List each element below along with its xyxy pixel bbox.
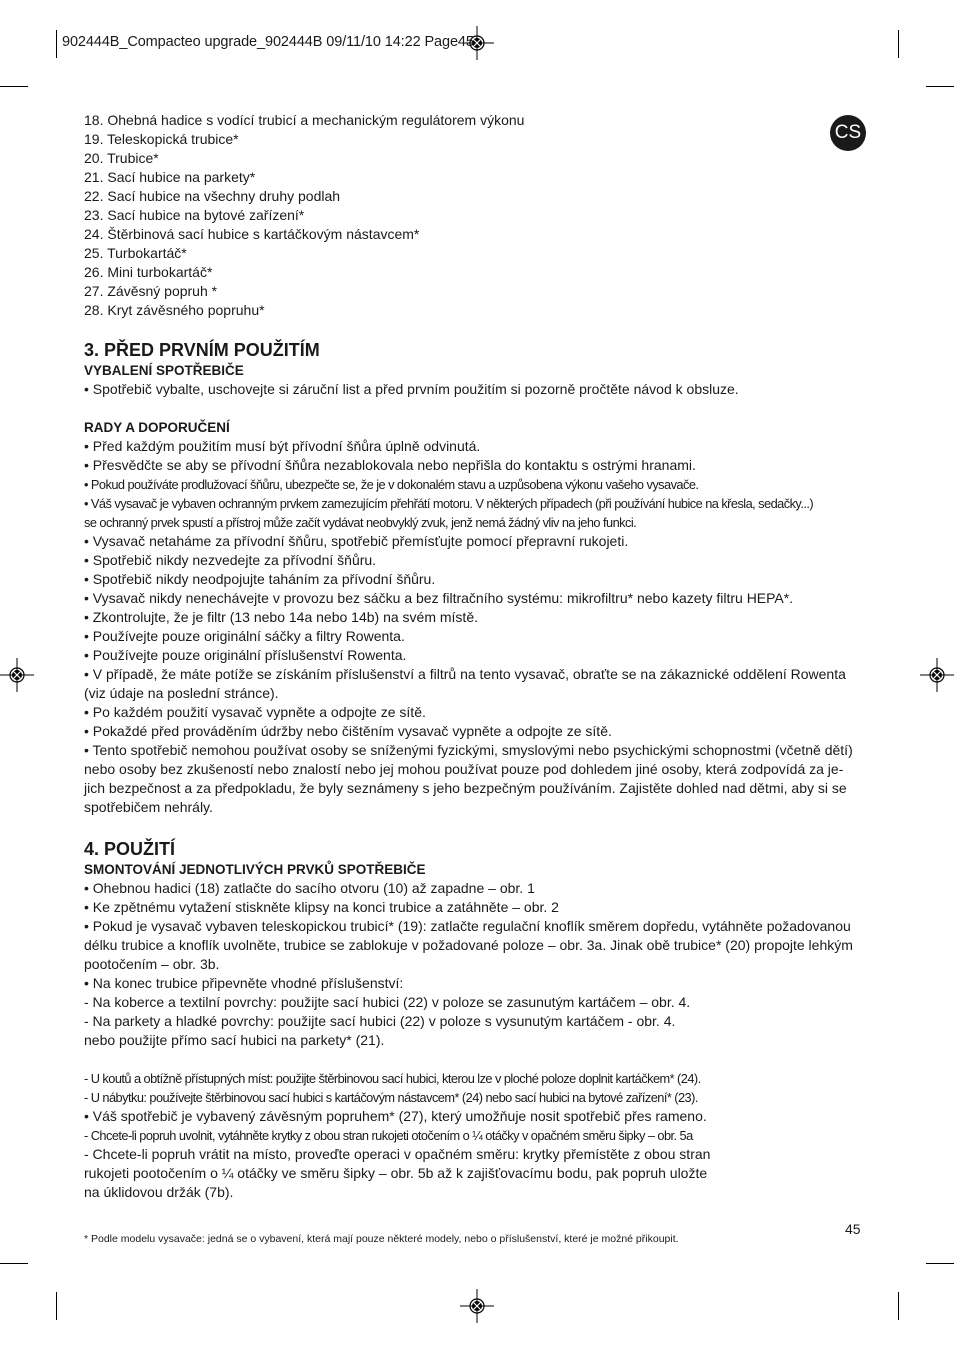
bullet-line: (viz údaje na poslední stránce).	[84, 685, 279, 701]
bullet-line: na úklidovou držák (7b).	[84, 1184, 234, 1200]
bullet-line: • Přesvědčte se aby se přívodní šňůra nezablokovala nebo nepřišla do kontaktu s ostrými hranami.	[84, 457, 696, 473]
bullet-line: • Vysavač nikdy nenechávejte v provozu bez sáčku a bez filtračního systému: mikrofiltru* nebo kazety filtru HEPA*.	[84, 590, 794, 606]
bullet-line: • Spotřebič nikdy neodpojujte taháním za přívodní šňůru.	[84, 571, 436, 587]
list-item: 18. Ohebná hadice s vodící trubicí a mechanickým regulátorem výkonu	[84, 112, 525, 128]
list-item: 20. Trubice*	[84, 150, 159, 166]
list-item: 22. Sací hubice na všechny druhy podlah	[84, 188, 341, 204]
bullet-line: spotřebičem nehrály.	[84, 799, 213, 815]
crop-mark	[898, 1292, 899, 1320]
list-item: 23. Sací hubice na bytové zařízení*	[84, 207, 305, 223]
registration-mark-icon	[920, 658, 954, 692]
bullet-line: se ochranný prvek spustí a přístroj může začít vydávat neobvyklý zvuk, jenž nemá žádný vliv na jeho funkci.	[84, 515, 637, 530]
print-file-header: 902444B_Compacteo upgrade_902444B 09/11/10 14:22 Page45	[62, 34, 474, 50]
bullet-line: • Tento spotřebič nemohou používat osoby se sníženými fyzickými, smyslovými nebo psychickými schopnostmi (včetně dětí)	[84, 742, 853, 758]
bullet-line: jich bezpečnost a za předpokladu, že byly seznámeny s jeho bezpečným používáním. Zajistěte dohled nad dětmi, aby si se	[84, 780, 847, 796]
bullet-line: • Zkontrolujte, že je filtr (13 nebo 14a nebo 14b) na svém místě.	[84, 609, 478, 625]
registration-mark-icon	[460, 1289, 494, 1323]
crop-mark	[0, 86, 28, 87]
bullet-line: • Váš spotřebič je vybavený závěsným popruhem* (27), který umožňuje nosit spotřebič přes rameno.	[84, 1108, 707, 1124]
list-item: 28. Kryt závěsného popruhu*	[84, 302, 265, 318]
bullet-line: - Chcete-li popruh uvolnit, vytáhněte krytky z obou stran rukojeti otočením o ¼ otáčky v opačném směru šipky – obr. 5a	[84, 1128, 693, 1143]
registration-mark-icon	[0, 658, 34, 692]
bullet-line: • Váš vysavač je vybaven ochranným prvkem zamezujícím přehřátí motoru. V některých případech (při používání hubice na křesla, sedačky...)	[84, 496, 814, 511]
bullet-line: - Chcete-li popruh vrátit na místo, proveďte operaci v opačném směru: krytky přemístěte z obou stran	[84, 1146, 711, 1162]
bullet-line: • Pokaždé před prováděním údržby nebo čištěním vysavač vypněte a odpojte ze sítě.	[84, 723, 612, 739]
language-badge: CS	[830, 115, 866, 151]
bullet-line: - Na koberce a textilní povrchy: použijte sací hubici (22) v poloze se zasunutým kartáčem – obr. 4.	[84, 994, 691, 1010]
subsection-heading: SMONTOVÁNÍ JEDNOTLIVÝCH PRVKŮ SPOTŘEBIČE	[84, 862, 426, 877]
bullet-line: • Pokud používáte prodlužovací šňůru, ubezpečte se, že je v dokonalém stavu a uzpůsobena výkonu vašeho vysavače.	[84, 477, 699, 492]
bullet-line: • V případě, že máte potíže se získáním příslušenství a filtrů na tento vysavač, obraťte se na zákaznické oddělení Rowenta	[84, 666, 846, 682]
section-usage	[84, 838, 874, 1202]
crop-mark	[926, 1263, 954, 1264]
bullet-line: • Ke zpětnému vytažení stiskněte klipsy na konci trubice a zatáhněte – obr. 2	[84, 899, 559, 915]
list-item: 21. Sací hubice na parkety*	[84, 169, 256, 185]
parts-list	[84, 111, 524, 320]
bullet-line: - Na parkety a hladké povrchy: použijte sací hubici (22) v poloze s vysunutým kartáčem - obr. 4.	[84, 1013, 676, 1029]
bullet-line: pootočením – obr. 3b.	[84, 956, 220, 972]
crop-mark	[926, 86, 954, 87]
bullet-line: • Po každém použití vysavač vypněte a odpojte ze sítě.	[84, 704, 426, 720]
bullet-line: • Ohebnou hadici (18) zatlačte do sacího otvoru (10) až zapadne – obr. 1	[84, 880, 535, 896]
bullet-line: • Používejte pouze originální sáčky a filtry Rowenta.	[84, 628, 405, 644]
bullet-line: délku trubice a knoflík uvolněte, trubice se zablokuje v požadované poloze – obr. 3a. Jinak obě trubice* (20) propojte lehkým	[84, 937, 853, 953]
list-item: 25. Turbokartáč*	[84, 245, 187, 261]
crop-mark	[56, 30, 57, 58]
section-before-first-use	[84, 339, 874, 817]
subsection-heading: RADY A DOPORUČENÍ	[84, 420, 230, 435]
bullet-line: • Spotřebič nikdy nezvedejte za přívodní šňůru.	[84, 552, 377, 568]
list-item: 24. Štěrbinová sací hubice s kartáčkovým nástavcem*	[84, 226, 420, 242]
bullet-line: - U nábytku: používejte štěrbinovou sací hubici s kartáčovým nástavcem* (24) nebo sací hubici na bytové zařízení* (23).	[84, 1090, 698, 1105]
section-title: 4. POUŽITÍ	[84, 839, 176, 859]
page-number: 45	[845, 1221, 861, 1237]
bullet-line: • Pokud je vysavač vybaven teleskopickou trubicí* (19): zatlačte regulační knoflík směrem dopředu, vytáhněte požadovanou	[84, 918, 851, 934]
bullet-line: nebo osoby bez zkušeností nebo znalostí nebo jej mohou používat pouze pod dohledem jiné osoby, která zodpovídá za je-	[84, 761, 844, 777]
subsection-heading: VYBALENÍ SPOTŘEBIČE	[84, 363, 244, 378]
list-item: 27. Závěsný popruh *	[84, 283, 218, 299]
bullet-line: • Na konec trubice připevněte vhodné příslušenství:	[84, 975, 404, 991]
list-item: 19. Teleskopická trubice*	[84, 131, 239, 147]
bullet-line: nebo použijte přímo sací hubici na parkety* (21).	[84, 1032, 385, 1048]
paragraph: • Spotřebič vybalte, uschovejte si záruční list a před prvním použitím si pozorně pročtěte návod k obsluze.	[84, 381, 739, 397]
crop-mark	[0, 1263, 28, 1264]
bullet-line: • Používejte pouze originální příslušenství Rowenta.	[84, 647, 407, 663]
section-title: 3. PŘED PRVNÍM POUŽITÍM	[84, 340, 320, 360]
bullet-line: • Vysavač netaháme za přívodní šňůru, spotřebič přemísťujte pomocí přepravní rukojeti.	[84, 533, 629, 549]
list-item: 26. Mini turbokartáč*	[84, 264, 213, 280]
crop-mark	[898, 30, 899, 58]
footnote: * Podle modelu vysavače: jedná se o vybavení, která mají pouze některé modely, nebo o příslušenství, které je možné přikoupit.	[84, 1233, 679, 1245]
crop-mark	[56, 1292, 57, 1320]
bullet-line: • Před každým použitím musí být přívodní šňůra úplně odvinutá.	[84, 438, 481, 454]
bullet-line: - U koutů a obtížně přístupných míst: použijte štěrbinovou sací hubici, kterou lze v ploché poloze doplnit kartáčkem* (24).	[84, 1071, 701, 1086]
bullet-line: rukojeti pootočením o ¼ otáčky ve směru šipky – obr. 5b až k zajišťovacímu bodu, pak popruh uložte	[84, 1165, 708, 1181]
